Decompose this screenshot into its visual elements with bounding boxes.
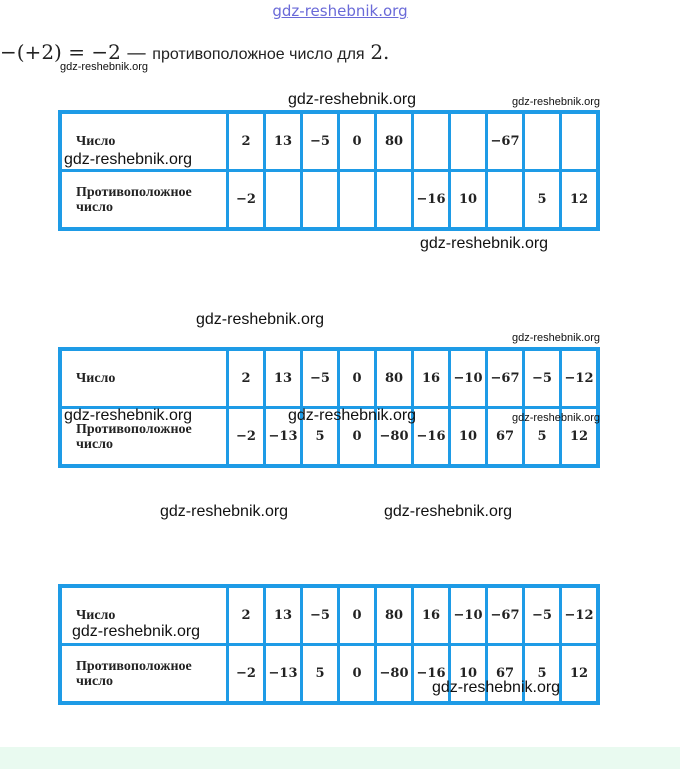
- table-cell: −5: [302, 112, 339, 171]
- row-header: Число: [60, 586, 228, 645]
- table-cell: 0: [339, 112, 376, 171]
- table-cell: −67: [487, 586, 524, 645]
- table-cell: 5: [302, 408, 339, 467]
- table-cell: 80: [376, 349, 413, 408]
- table-cell: 13: [265, 112, 302, 171]
- formula-expression: −(+2) = −2: [0, 40, 121, 64]
- table-cell: 12: [561, 408, 599, 467]
- table-cell: −16: [413, 408, 450, 467]
- table-cell: −2: [228, 408, 265, 467]
- row-header: Противоположное число: [60, 171, 228, 230]
- table-cell: −5: [302, 349, 339, 408]
- table-cell: −13: [265, 645, 302, 704]
- table-cell: 10: [450, 645, 487, 704]
- table-cell: 16: [413, 349, 450, 408]
- formula-number: 2.: [370, 40, 390, 64]
- table-cell: 5: [524, 408, 561, 467]
- formula-line: [0, 38, 389, 66]
- table-cell: −2: [228, 171, 265, 230]
- row-header: Противоположное число: [60, 645, 228, 704]
- table-cell: 0: [339, 586, 376, 645]
- table-cell: −5: [302, 586, 339, 645]
- table-cell: [265, 171, 302, 230]
- watermark-text: gdz-reshebnik.org: [64, 407, 193, 424]
- watermark-text: gdz-reshebnik.org: [72, 623, 201, 640]
- table-cell: −12: [561, 349, 599, 408]
- table-cell: −16: [413, 645, 450, 704]
- table-row: [60, 349, 598, 408]
- table-cell: 0: [339, 408, 376, 467]
- table-cell: 80: [376, 586, 413, 645]
- table-cell: −10: [450, 349, 487, 408]
- watermark-text: gdz-reshebnik.org: [384, 503, 513, 520]
- table-cell: 13: [265, 349, 302, 408]
- table-cell: 2: [228, 112, 265, 171]
- table-cell: 12: [561, 171, 599, 230]
- table-cell: 10: [450, 408, 487, 467]
- table-cell: 0: [339, 645, 376, 704]
- site-link[interactable]: gdz-reshebnik.org: [272, 2, 408, 20]
- watermark-text: gdz-reshebnik.org: [512, 412, 601, 424]
- row-header: Противоположное число: [60, 408, 228, 467]
- watermark-text: gdz-reshebnik.org: [432, 679, 561, 696]
- table-cell: −67: [487, 349, 524, 408]
- table-cell: 67: [487, 408, 524, 467]
- table-cell: [450, 112, 487, 171]
- table-cell: 16: [413, 586, 450, 645]
- formula-dash: —: [126, 40, 147, 64]
- watermark-text: gdz-reshebnik.org: [288, 91, 417, 108]
- table-cell: 13: [265, 586, 302, 645]
- table-cell: −16: [413, 171, 450, 230]
- watermark-text: gdz-reshebnik.org: [160, 503, 289, 520]
- table-cell: 0: [339, 349, 376, 408]
- table-cell: 2: [228, 349, 265, 408]
- table-cell: −5: [524, 586, 561, 645]
- table-cell: 5: [302, 645, 339, 704]
- watermark-text: gdz-reshebnik.org: [420, 235, 549, 252]
- table-cell: 5: [524, 645, 561, 704]
- table-cell: [339, 171, 376, 230]
- table-cell: 80: [376, 112, 413, 171]
- table-cell: [302, 171, 339, 230]
- watermark-text: gdz-reshebnik.org: [196, 311, 325, 328]
- formula-text: противоположное число для: [152, 46, 365, 63]
- number-table-1: [58, 110, 600, 231]
- table-cell: −2: [228, 645, 265, 704]
- watermark-text: gdz-reshebnik.org: [60, 61, 149, 73]
- table-cell: −10: [450, 586, 487, 645]
- table-cell: −5: [524, 349, 561, 408]
- table-cell: −67: [487, 112, 524, 171]
- table-cell: 10: [450, 171, 487, 230]
- table-cell: 12: [561, 645, 599, 704]
- row-header: Число: [60, 112, 228, 171]
- watermark-text: gdz-reshebnik.org: [512, 332, 601, 344]
- watermark-text: gdz-reshebnik.org: [512, 96, 601, 108]
- table-row: [60, 171, 598, 230]
- table-cell: [376, 171, 413, 230]
- table-cell: −13: [265, 408, 302, 467]
- table-cell: [524, 112, 561, 171]
- table-cell: [561, 112, 599, 171]
- table-cell: 5: [524, 171, 561, 230]
- row-header: Число: [60, 349, 228, 408]
- watermark-text: gdz-reshebnik.org: [288, 407, 417, 424]
- table-cell: 2: [228, 586, 265, 645]
- footer-bar: [0, 747, 680, 769]
- table-cell: −80: [376, 408, 413, 467]
- table-cell: −12: [561, 586, 599, 645]
- table-cell: [413, 112, 450, 171]
- table-cell: [487, 171, 524, 230]
- watermark-text: gdz-reshebnik.org: [64, 151, 193, 168]
- table-cell: −80: [376, 645, 413, 704]
- table-cell: 67: [487, 645, 524, 704]
